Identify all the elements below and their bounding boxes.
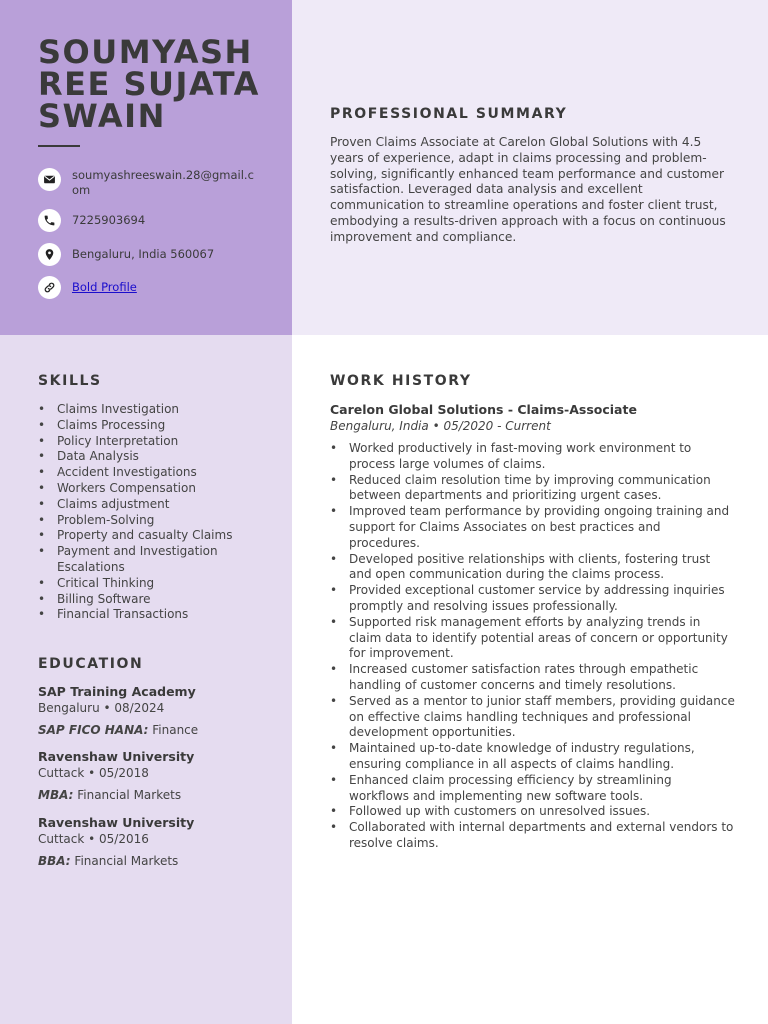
- contact-email: [38, 168, 258, 198]
- phone-text: 7225903694: [72, 213, 146, 227]
- work-bullets: [330, 441, 735, 852]
- education-entry: [38, 749, 278, 803]
- list-item: • Claims Processing: [38, 418, 278, 434]
- list-item: • Improved team performance by providing ongoing training and support for Claims Associates on best practices and procedures.: [330, 504, 735, 551]
- link-icon: [38, 276, 61, 299]
- location-text: Bengaluru, India 560067: [72, 247, 215, 261]
- list-item: • Served as a mentor to junior staff members, providing guidance on effective claims handling techniques and professional development opportunities.: [330, 694, 735, 741]
- list-item: • Maintained up-to-date knowledge of industry regulations, ensuring compliance in all aspects of claims handling.: [330, 741, 735, 773]
- work-history-heading: WORK HISTORY: [330, 373, 472, 389]
- school-name: Ravenshaw University: [38, 815, 195, 830]
- degree-name: MBA:: [38, 788, 74, 802]
- job-header: [330, 402, 735, 434]
- email-text[interactable]: soumyashreeswain.28@gmail.com: [72, 168, 254, 197]
- skills-heading: SKILLS: [38, 373, 102, 389]
- degree-name: BBA:: [38, 854, 71, 868]
- list-item: • Supported risk management efforts by analyzing trends in claim data to identify potential areas of concern or opportunity for improvement.: [330, 615, 735, 662]
- degree-field: Financial Markets: [73, 788, 182, 802]
- list-item: • Financial Transactions: [38, 607, 278, 623]
- education-heading: EDUCATION: [38, 656, 144, 672]
- summary-text: Proven Claims Associate at Carelon Global Solutions with 4.5 years of experience, adapt in claims processing and problem-solving, significantly enhanced team performance and customer satisfaction. Leveraged data analysis and excellent communication to streamline operations and foster client trust, embodying a results-driven approach with a focus on continuous improvement and compliance.: [330, 135, 726, 244]
- list-item: • Workers Compensation: [38, 481, 278, 497]
- list-item: • Developed positive relationships with clients, fostering trust and open communication during the claims process.: [330, 552, 735, 584]
- degree-field: Financial Markets: [70, 854, 179, 868]
- list-item: • Claims adjustment: [38, 497, 278, 513]
- list-item: • Claims Investigation: [38, 402, 278, 418]
- list-item: • Provided exceptional customer service by addressing inquiries promptly and resolving issues professionally.: [330, 583, 735, 615]
- school-name: SAP Training Academy: [38, 684, 196, 699]
- job-title: Carelon Global Solutions - Claims-Associate: [330, 402, 637, 417]
- contact-phone: [38, 209, 258, 232]
- education-entry: [38, 684, 278, 738]
- candidate-name: SOUMYASHREE SUJATA SWAIN: [38, 33, 260, 135]
- phone-icon: [38, 209, 61, 232]
- education-meta: Bengaluru • 08/2024: [38, 701, 165, 715]
- degree-line: [38, 722, 278, 738]
- list-item: • Increased customer satisfaction rates through empathetic handling of customer concerns and timely resolutions.: [330, 662, 735, 694]
- degree-name: SAP FICO HANA:: [38, 723, 149, 737]
- list-item: • Policy Interpretation: [38, 434, 278, 450]
- contact-location: [38, 243, 258, 266]
- education-meta: Cuttack • 05/2016: [38, 832, 149, 846]
- summary-heading: PROFESSIONAL SUMMARY: [330, 106, 568, 122]
- list-item: • Enhanced claim processing efficiency by streamlining workflows and implementing new software tools.: [330, 773, 735, 805]
- degree-line: [38, 787, 278, 803]
- list-item: • Worked productively in fast-moving work environment to process large volumes of claims.: [330, 441, 735, 473]
- degree-line: [38, 853, 278, 869]
- list-item: • Followed up with customers on unresolved issues.: [330, 804, 735, 820]
- list-item: • Problem-Solving: [38, 513, 278, 529]
- school-name: Ravenshaw University: [38, 749, 195, 764]
- list-item: • Critical Thinking: [38, 576, 278, 592]
- list-item: • Property and casualty Claims: [38, 528, 278, 544]
- degree-field: Finance: [148, 723, 199, 737]
- education-meta: Cuttack • 05/2018: [38, 766, 149, 780]
- list-item: • Payment and Investigation Escalations: [38, 544, 222, 576]
- education-entry: [38, 815, 278, 869]
- profile-link[interactable]: Bold Profile: [72, 280, 137, 294]
- list-item: • Collaborated with internal departments and external vendors to resolve claims.: [330, 820, 735, 852]
- list-item: • Data Analysis: [38, 449, 278, 465]
- skills-list: [38, 402, 278, 623]
- name-divider: [38, 145, 80, 147]
- job-meta: Bengaluru, India • 05/2020 - Current: [330, 419, 551, 433]
- list-item: • Reduced claim resolution time by improving communication between departments and prioritizing urgent cases.: [330, 473, 735, 505]
- list-item: • Billing Software: [38, 592, 278, 608]
- location-pin-icon: [38, 243, 61, 266]
- contact-profile: [38, 276, 258, 299]
- email-icon: [38, 168, 61, 191]
- list-item: • Accident Investigations: [38, 465, 278, 481]
